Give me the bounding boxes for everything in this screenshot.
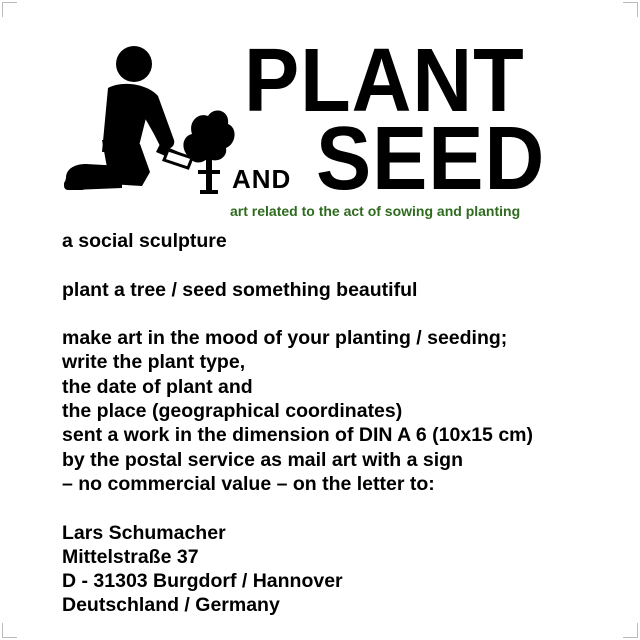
spacer (62, 253, 632, 277)
intro-line: a social sculpture (62, 230, 227, 252)
crop-mark-bottom-right (623, 623, 638, 638)
spacer (62, 302, 632, 326)
instruction-line: the date of plant and (62, 375, 253, 398)
crop-mark-top-left (2, 2, 17, 17)
logo-and-word: AND (232, 164, 292, 194)
crop-mark-top-right (623, 2, 638, 17)
instruction-line: – no commercial value – on the letter to: (62, 472, 435, 495)
instruction-line: write the plant type, (62, 351, 246, 374)
address-city: D - 31303 Burgdorf / Hannover (62, 570, 343, 593)
instruction-line: by the postal service as mail art with a sign (62, 448, 463, 471)
instruction-line: sent a work in the dimension of DIN A 6 (10x15 cm) (62, 424, 533, 447)
flyer-body (62, 229, 632, 618)
kneeling-gardener-planting-tree-icon (62, 40, 238, 200)
spacer (62, 496, 632, 520)
logo-plant-word: PLANT (244, 31, 525, 131)
logo-seed-word: SEED (316, 109, 546, 209)
instruction-line: make art in the mood of your planting / seeding; (62, 327, 508, 350)
address-name: Lars Schumacher (62, 521, 226, 544)
address-country: Deutschland / Germany (62, 594, 280, 617)
address-street: Mittelstraße 37 (62, 545, 199, 568)
logo-tagline: art related to the act of sowing and planting (230, 203, 521, 219)
instruction-line: the place (geographical coordinates) (62, 400, 403, 423)
crop-mark-bottom-left (2, 623, 17, 638)
motto-line: plant a tree / seed something beautiful (62, 278, 418, 301)
